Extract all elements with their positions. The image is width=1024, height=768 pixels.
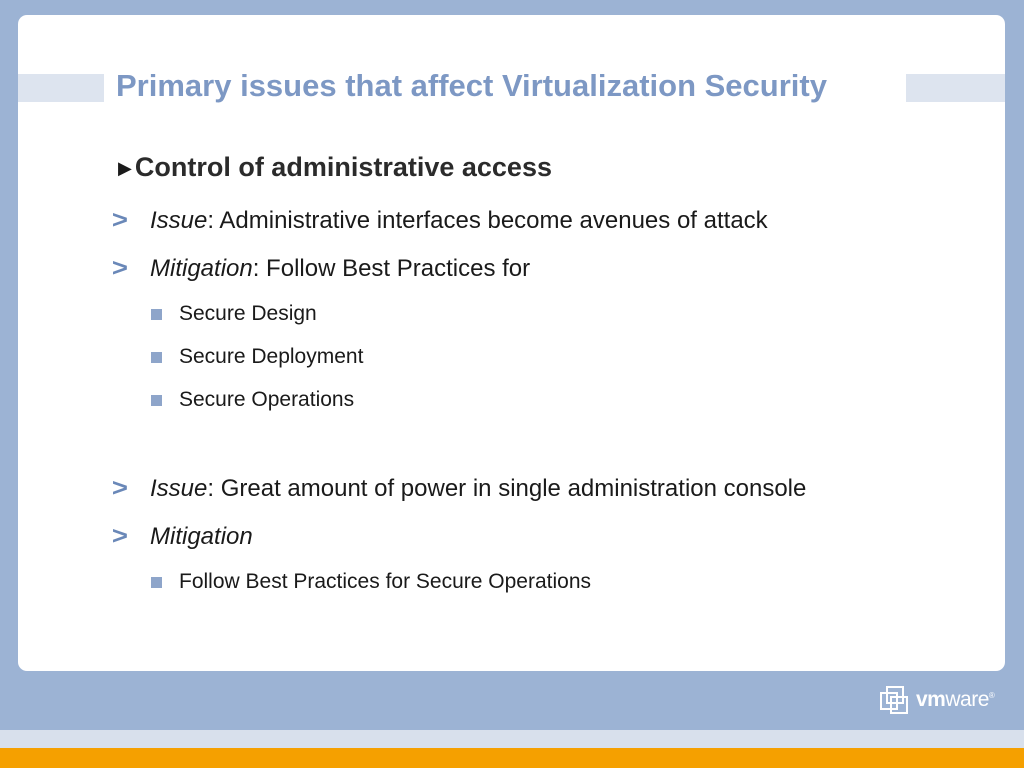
sub-bullet-secure-deployment	[151, 345, 363, 369]
chevron-right-icon: >	[111, 206, 128, 234]
chevron-right-icon: >	[111, 474, 128, 502]
sub-bullet-secure-design	[151, 302, 317, 326]
vmware-logo-mark-icon	[880, 686, 908, 714]
bullet-mitigation-2	[113, 522, 253, 551]
title-band-right	[906, 74, 1005, 102]
bullet-lead: Mitigation	[150, 254, 253, 282]
chevron-right-icon: >	[111, 254, 128, 282]
square-bullet-icon	[151, 309, 162, 320]
bullet-text: : Administrative interfaces become avenues of attack	[207, 206, 768, 234]
bullet-lead: Issue	[150, 206, 208, 234]
bullet-lead: Issue	[150, 474, 208, 502]
footer-strip-light	[0, 730, 1024, 748]
bullet-issue-2	[113, 474, 806, 503]
square-bullet-icon	[151, 352, 162, 363]
slide-title: Primary issues that affect Virtualization Security	[116, 68, 827, 103]
section-heading	[118, 152, 552, 183]
square-bullet-icon	[151, 395, 162, 406]
footer-strip-orange	[0, 748, 1024, 768]
chevron-right-icon: >	[111, 522, 128, 550]
title-band-left	[18, 74, 104, 102]
sub-bullet-text: Follow Best Practices for Secure Operations	[179, 570, 592, 593]
bullet-text: : Follow Best Practices for	[252, 254, 531, 282]
sub-bullet-follow-best-practices	[151, 570, 591, 594]
sub-bullet-text: Secure Deployment	[179, 345, 364, 368]
vmware-logo	[880, 686, 994, 714]
sub-bullet-secure-operations	[151, 388, 354, 412]
bullet-mitigation-1	[113, 254, 530, 283]
square-bullet-icon	[151, 577, 162, 588]
bullet-text: : Great amount of power in single administration console	[207, 474, 807, 502]
sub-bullet-text: Secure Design	[179, 302, 317, 325]
sub-bullet-text: Secure Operations	[179, 388, 355, 411]
bullet-lead: Mitigation	[150, 522, 253, 550]
bullet-issue-1	[113, 206, 768, 235]
logo-wordmark: vmware®	[916, 688, 995, 711]
heading-text: Control of administrative access	[134, 152, 552, 182]
triangle-right-icon: ▶	[118, 157, 132, 178]
